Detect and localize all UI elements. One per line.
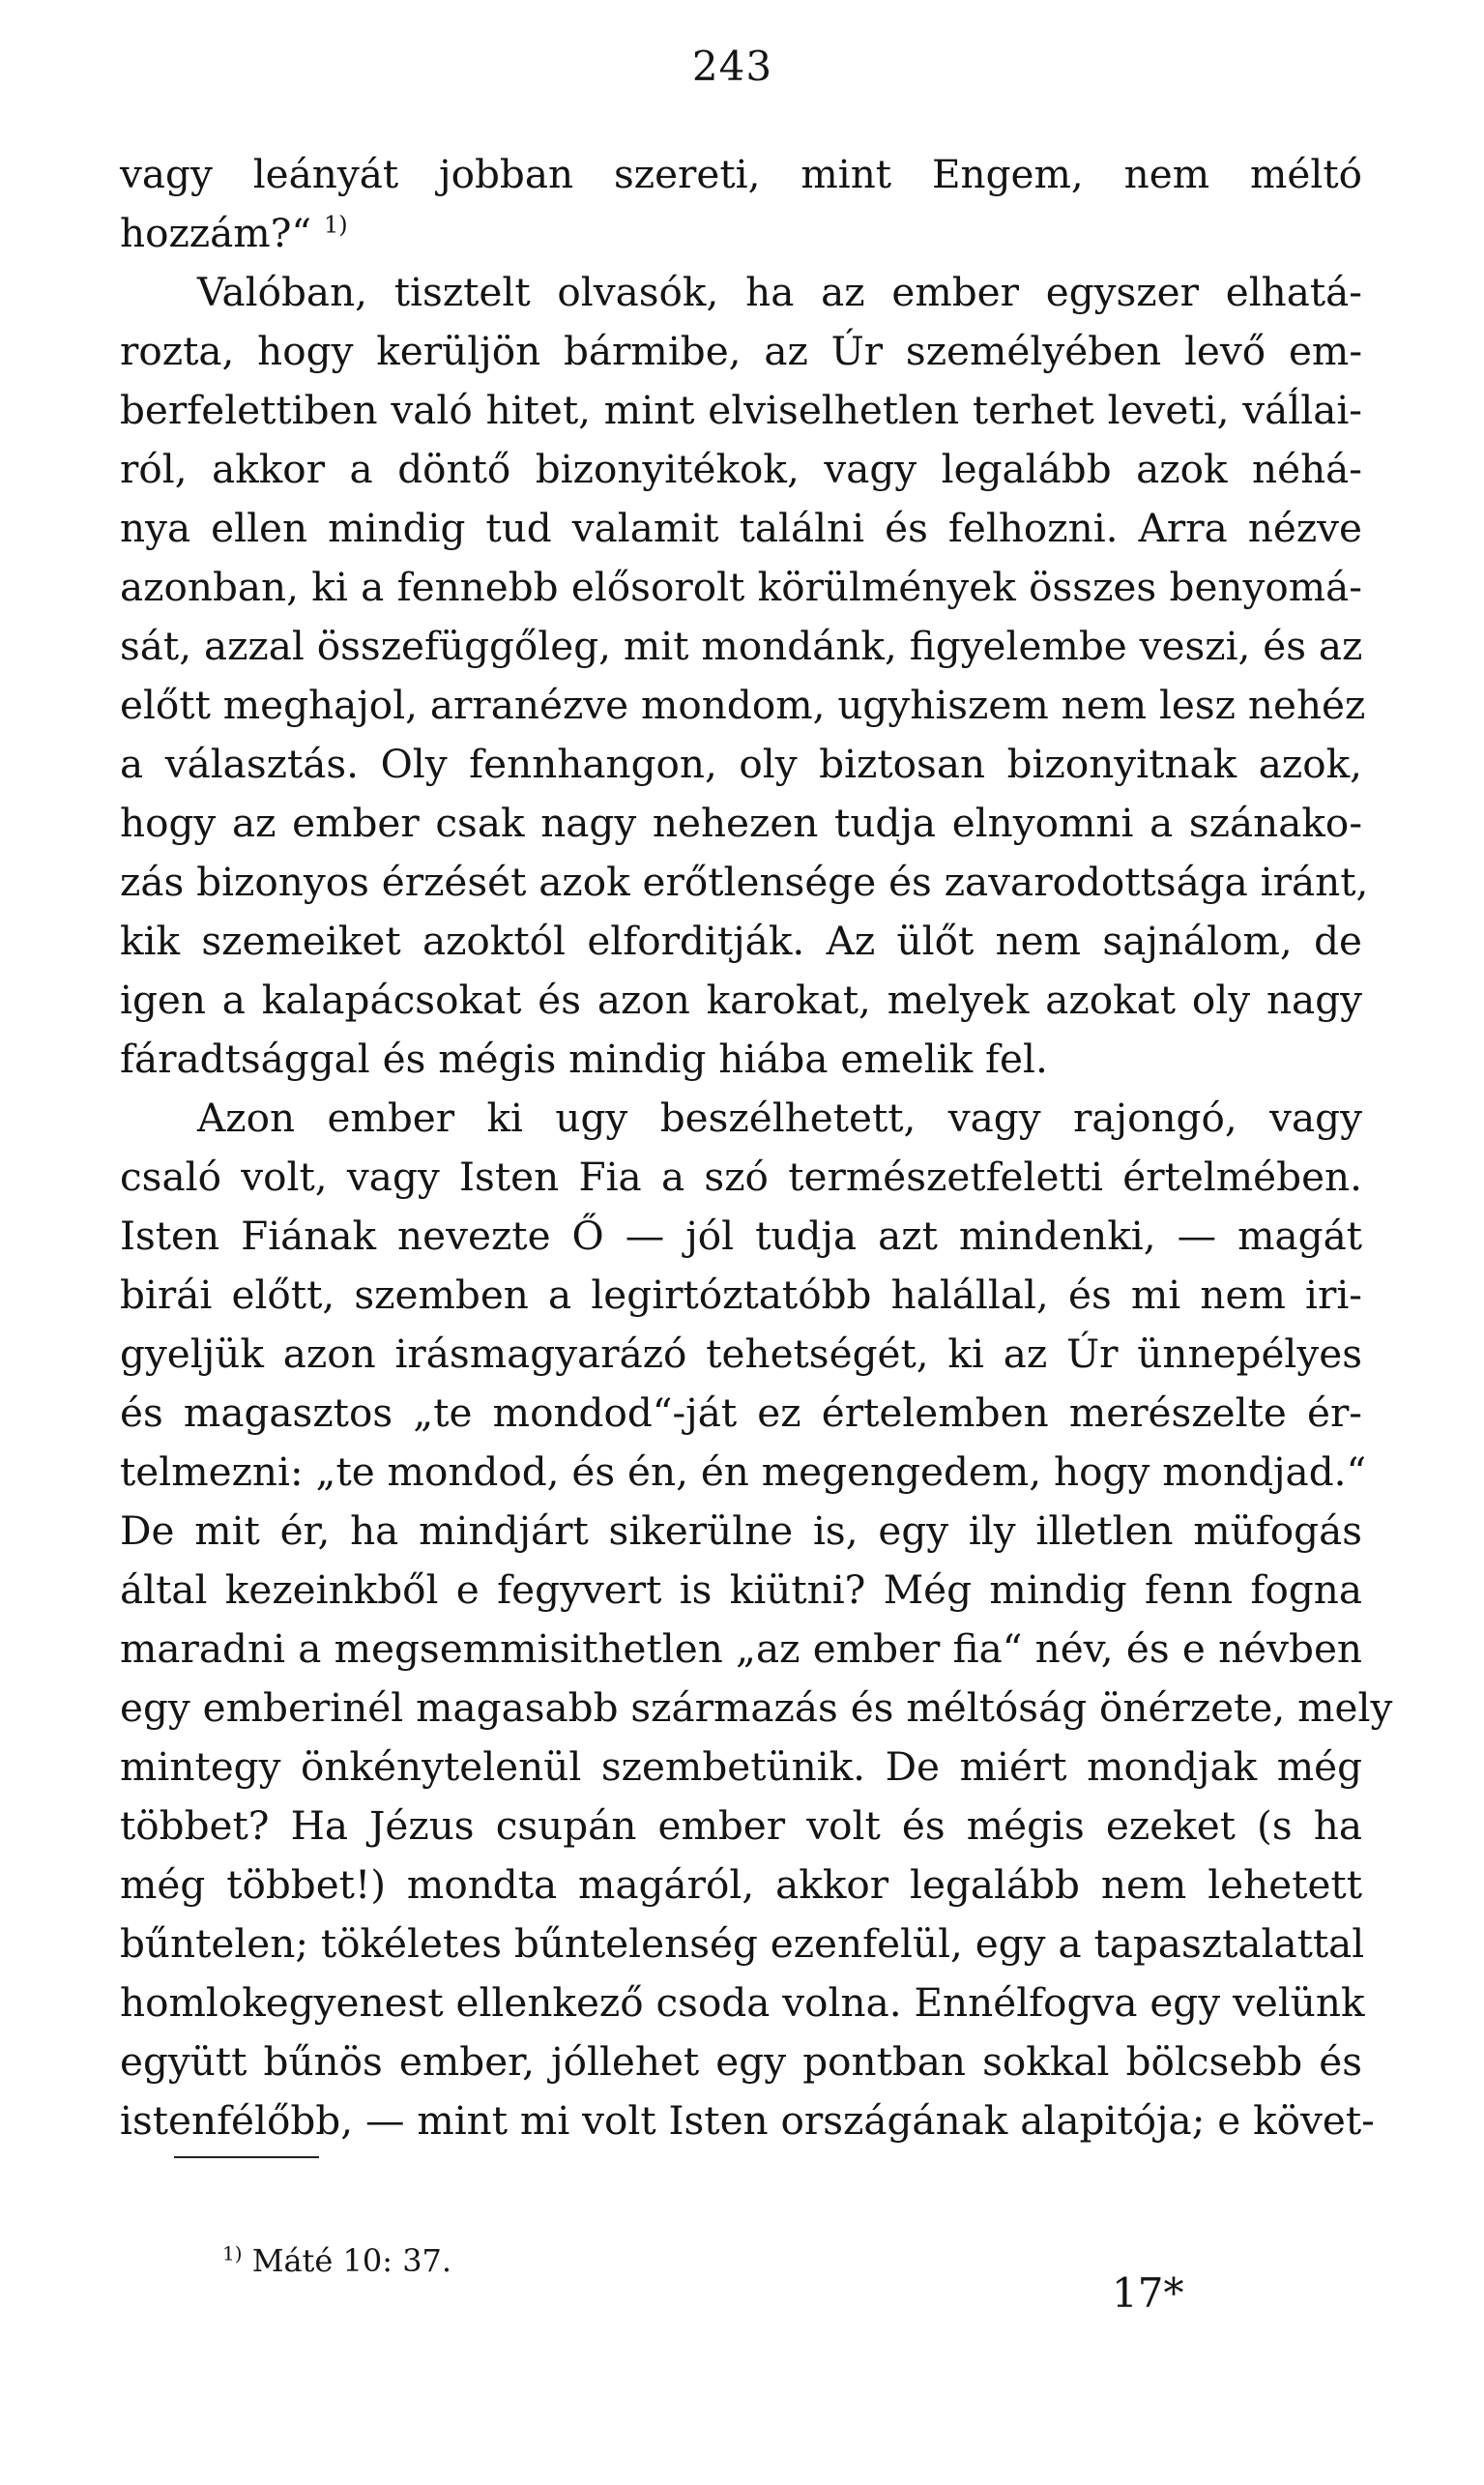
text-line: Isten Fiának nevezte Ő — jól tudja azt mindenki, — magát [120, 1213, 1362, 1259]
text-line: maradni a megsemmisithetlen „az ember fia“ név, és e névben [120, 1625, 1362, 1672]
text-line: a választás. Oly fennhangon, oly biztosan bizonyitnak azok, [120, 741, 1362, 787]
text-line: rozta, hogy kerüljön bármibe, az Úr személyében levő em- [120, 328, 1362, 374]
text-line: istenfélőbb, — mint mi volt Isten országának alapitója; e követ- [120, 2097, 1375, 2144]
text-line: vagy leányát jobban szereti, mint Engem, nem méltó [120, 151, 1362, 197]
footnote [222, 2241, 451, 2280]
text-line: sát, azzal összefüggőleg, mit mondánk, figyelembe veszi, és az [120, 623, 1363, 669]
text-line: igen a kalapácsokat és azon karokat, melyek azokat oly nagy [120, 977, 1362, 1023]
footnote-text: Máté 10: 37. [251, 2242, 452, 2279]
text-line: és magasztos „te mondod“-ját ez értelemben merészelte ér- [120, 1389, 1362, 1436]
text-line: ról, akkor a döntő bizonyitékok, vagy legalább azok néhá- [120, 446, 1362, 492]
signature-mark: 17* [1112, 2269, 1184, 2317]
text-line: telmezni: „te mondod, és én, én megengedem, hogy mondjad.“ [120, 1448, 1367, 1495]
text-line: fáradtsággal és mégis mindig hiába emelik fel. [120, 1036, 1048, 1082]
text-line: együtt bűnös ember, jóllehet egy pontban sokkal bölcsebb és [120, 2038, 1362, 2085]
text-line-content: hozzám?“ [120, 210, 312, 256]
text-line: egy emberinél magasabb származás és méltóság önérzete, mely [120, 1684, 1393, 1731]
text-line: azonban, ki a fennebb elősorolt körülmények összes benyomá- [120, 564, 1362, 610]
text-line: nya ellen mindig tud valamit találni és felhozni. Arra nézve [120, 505, 1362, 551]
text-line: birái előtt, szemben a legirtóztatóbb halállal, és mi nem iri- [120, 1272, 1362, 1318]
text-line: homlokegyenest ellenkező csoda volna. Ennélfogva egy velünk [120, 1979, 1365, 2026]
text-line: előtt meghajol, arranézve mondom, ugyhiszem nem lesz nehéz [120, 682, 1366, 728]
text-line: De mit ér, ha mindjárt sikerülne is, egy ily illetlen müfogás [120, 1507, 1362, 1554]
text-line: gyeljük azon irásmagyarázó tehetségét, ki az Úr ünnepélyes [120, 1330, 1362, 1377]
text-line: kik szemeiket azoktól elforditják. Az ülőt nem sajnálom, de [120, 918, 1362, 964]
text-line: hogy az ember csak nagy nehezen tudja elnyomni a szánako- [120, 800, 1362, 846]
footnote-reference: 1) [324, 211, 348, 239]
body-text [120, 145, 1393, 2150]
paragraph-start-line: Azon ember ki ugy beszélhetett, vagy rajongó, vagy [197, 1095, 1362, 1141]
page-number: 243 [691, 43, 773, 90]
text-line: zás bizonyos érzését azok erőtlensége és zavarodottsága iránt, [120, 859, 1369, 905]
text-line: többet? Ha Jézus csupán ember volt és mégis ezeket (s ha [120, 1802, 1362, 1849]
text-line: mintegy önkénytelenül szembetünik. De miért mondjak még [120, 1743, 1362, 1790]
text-line: által kezeinkből e fegyvert is kiütni? Még mindig fenn fogna [120, 1566, 1362, 1613]
text-line: berfelettiben való hitet, mint elviselhetlen terhet leveti, váĺlai- [120, 387, 1362, 433]
footnote-marker: 1) [222, 2241, 243, 2266]
text-line: csaló volt, vagy Isten Fia a szó természetfeletti értelmében. [120, 1154, 1362, 1200]
text-line [120, 204, 1362, 263]
footnote-divider [174, 2156, 319, 2158]
paragraph-start-line: Valóban, tisztelt olvasók, ha az ember egyszer elhatá- [197, 269, 1362, 315]
text-line: bűntelen; tökéletes bűntelenség ezenfelül, egy a tapasztalattal [120, 1920, 1365, 1967]
text-line: még többet!) mondta magáról, akkor legalább nem lehetett [120, 1861, 1362, 1908]
